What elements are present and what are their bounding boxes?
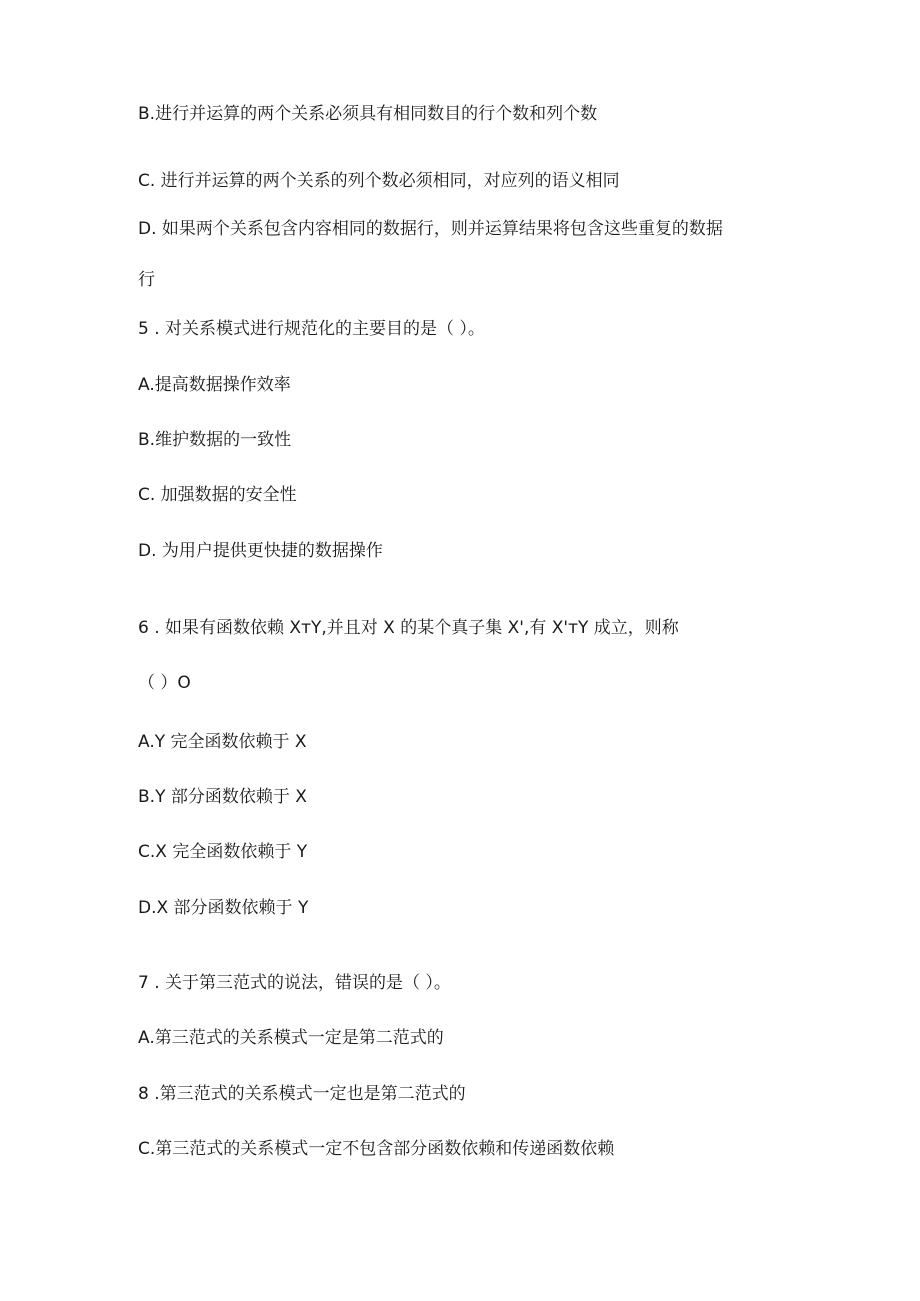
question-6-option-a: A.Y 完全函数依赖于 X: [138, 732, 307, 752]
question-5-option-b: B.维护数据的一致性: [138, 430, 292, 450]
question-5-option-a: A.提高数据操作效率: [138, 375, 291, 395]
question-6-option-b: B.Y 部分函数依赖于 X: [138, 787, 307, 807]
question-6-stem-continuation: （ ）O: [138, 673, 191, 693]
question-7-option-c: C.第三范式的关系模式一定不包含部分函数依赖和传递函数依赖: [138, 1139, 615, 1159]
question-4-option-c: C. 进行并运算的两个关系的列个数必须相同，对应列的语义相同: [138, 171, 620, 191]
question-4-option-d: D. 如果两个关系包含内容相同的数据行，则并运算结果将包含这些重复的数据: [138, 219, 723, 239]
question-6-stem: 6 . 如果有函数依赖 XтY,并且对 X 的某个真子集 X',有 X'тY 成立，则称: [138, 618, 679, 638]
question-4-option-d-continuation: 行: [138, 270, 155, 290]
question-7-option-a: A.第三范式的关系模式一定是第二范式的: [138, 1028, 444, 1048]
question-5-option-d: D. 为用户提供更快捷的数据操作: [138, 541, 383, 561]
question-6-option-d: D.X 部分函数依赖于 Y: [138, 898, 309, 918]
question-7-stem: 7 . 关于第三范式的说法，错误的是（ ）。: [138, 973, 451, 993]
question-4-option-b: B.进行并运算的两个关系必须具有相同数目的行个数和列个数: [138, 104, 598, 124]
question-5-option-c: C. 加强数据的安全性: [138, 485, 297, 505]
question-7-option-b: 8 .第三范式的关系模式一定也是第二范式的: [138, 1084, 466, 1104]
question-5-stem: 5 . 对关系模式进行规范化的主要目的是（ ）。: [138, 319, 485, 339]
question-6-option-c: C.X 完全函数依赖于 Y: [138, 842, 308, 862]
